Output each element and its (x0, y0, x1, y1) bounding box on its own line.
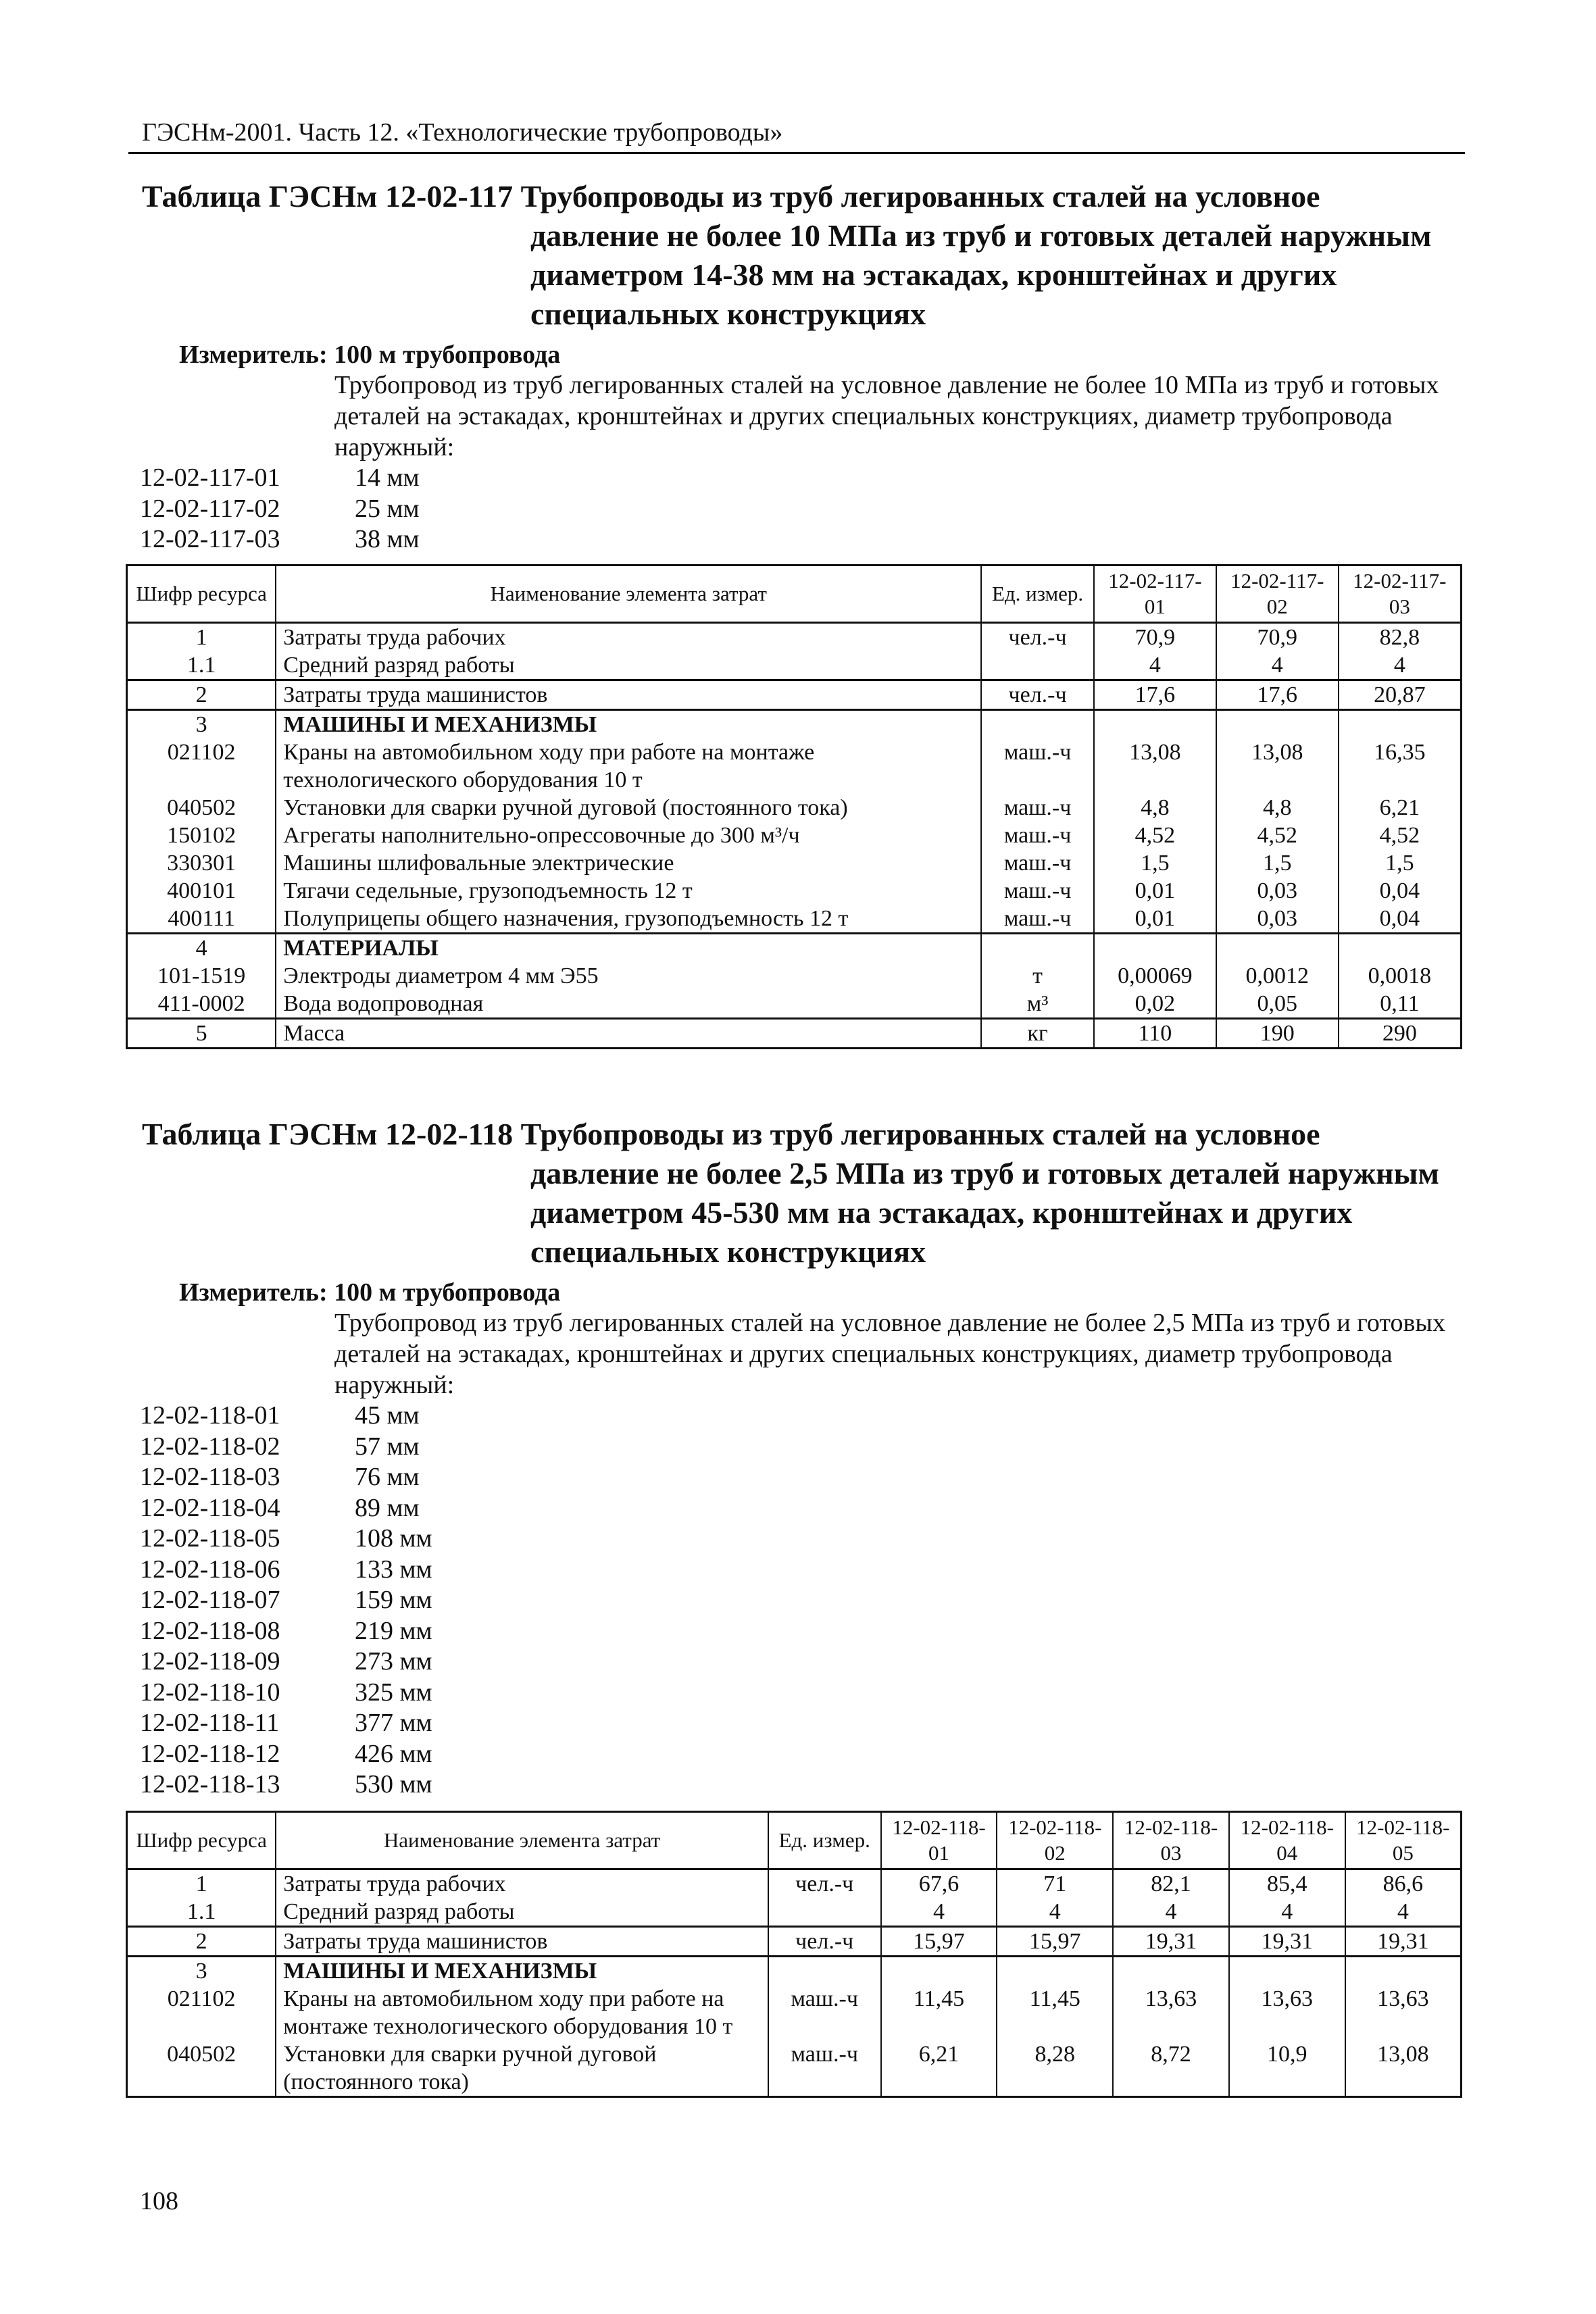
code-row (140, 1739, 432, 1770)
header-row (127, 565, 1462, 623)
cell-value: 11,45 (997, 1985, 1113, 2040)
cell-resource-code: 1 (127, 623, 276, 652)
cell-unit: чел.-ч (981, 623, 1094, 652)
cell-value: 4 (1339, 651, 1462, 680)
cell-unit (768, 1898, 881, 1927)
col-header-unit: Ед. измер. (768, 1812, 881, 1869)
page-number: 108 (140, 2187, 178, 2215)
cell-value: 0,0018 (1339, 962, 1462, 990)
header-row (127, 1812, 1462, 1869)
cell-value (997, 1957, 1113, 1986)
cell-cost-element: Тягачи седельные, грузоподъемность 12 т (276, 877, 981, 905)
table-118-title-lead: Таблица ГЭСНм 12-02-118 Трубопроводы из труб легированных сталей на условное (142, 1117, 1320, 1151)
cell-cost-element: Установки для сварки ручной дуговой (постоянного тока) (276, 794, 981, 822)
running-header: ГЭСНм-2001. Часть 12. «Технологические трубопроводы» (142, 118, 783, 147)
code-row (140, 1708, 432, 1739)
cell-value: 4,8 (1216, 794, 1339, 822)
cell-cost-element: Полуприцепы общего назначения, грузоподъемность 12 т (276, 905, 981, 934)
cell-value: 15,97 (997, 1927, 1113, 1957)
code-number: 12-02-118-01 (140, 1401, 280, 1430)
col-header-code: 12-02-118-02 (997, 1812, 1113, 1869)
cell-value: 8,72 (1113, 2040, 1229, 2097)
cell-value: 4 (1229, 1898, 1345, 1927)
code-diameter: 377 мм (355, 1709, 432, 1737)
code-row (140, 1646, 432, 1678)
cell-unit: маш.-ч (981, 822, 1094, 849)
table-row (127, 1019, 1462, 1049)
table-row (127, 2040, 1462, 2097)
code-diameter: 76 мм (355, 1463, 420, 1491)
cell-resource-code: 411-0002 (127, 990, 276, 1019)
cell-value: 0,05 (1216, 990, 1339, 1019)
cell-value: 70,9 (1094, 623, 1216, 652)
code-diameter: 219 мм (355, 1616, 432, 1645)
cell-resource-code: 021102 (127, 1985, 276, 2040)
cell-value (1094, 934, 1216, 963)
code-diameter: 57 мм (355, 1432, 420, 1461)
cell-resource-code: 400111 (127, 905, 276, 934)
cell-value: 20,87 (1339, 680, 1462, 710)
cell-value: 15,97 (881, 1927, 997, 1957)
code-diameter: 530 мм (355, 1770, 432, 1799)
table-row (127, 849, 1462, 877)
cell-resource-code: 1.1 (127, 1898, 276, 1927)
cell-resource-code: 040502 (127, 794, 276, 822)
code-row (140, 1616, 432, 1647)
cell-resource-code: 040502 (127, 2040, 276, 2097)
code-diameter: 273 мм (355, 1647, 432, 1676)
cell-value: 0,01 (1094, 877, 1216, 905)
cell-value: 1,5 (1339, 849, 1462, 877)
code-diameter: 108 мм (355, 1524, 432, 1553)
cell-value: 4 (1113, 1898, 1229, 1927)
cell-value (1216, 710, 1339, 739)
code-diameter: 25 мм (355, 494, 420, 523)
code-row (140, 463, 420, 494)
table-117-code-list (140, 463, 420, 555)
col-header-code: 12-02-118-04 (1229, 1812, 1345, 1869)
cell-unit (768, 1957, 881, 1986)
code-number: 12-02-118-07 (140, 1586, 280, 1614)
code-row (140, 1432, 432, 1463)
col-header-code: 12-02-118-01 (881, 1812, 997, 1869)
cell-resource-code: 3 (127, 1957, 276, 1986)
code-number: 12-02-118-08 (140, 1616, 280, 1645)
table-118-title (142, 1115, 1466, 1272)
table-117-description: Трубопровод из труб легированных сталей на условное давление не более 10 МПа из труб и готовых деталей на эстакадах, кронштейнах и других специальных конструкциях, диаметр трубопровода наружный: (334, 371, 1439, 461)
cell-resource-code: 150102 (127, 822, 276, 849)
cell-resource-code: 021102 (127, 738, 276, 794)
cell-cost-element: Затраты труда рабочих (276, 623, 981, 652)
col-header-resource: Шифр ресурса (127, 565, 276, 623)
table-row (127, 1957, 1462, 1986)
code-number: 12-02-118-12 (140, 1739, 280, 1768)
cell-unit: маш.-ч (981, 849, 1094, 877)
cell-unit: чел.-ч (768, 1869, 881, 1898)
cell-value: 13,08 (1216, 738, 1339, 794)
cell-value: 4,52 (1094, 822, 1216, 849)
table-118-code-list (140, 1401, 432, 1801)
code-number: 12-02-117-01 (140, 463, 280, 492)
cell-value: 4 (1345, 1898, 1462, 1927)
cell-cost-element: Краны на автомобильном ходу при работе на монтаже технологического оборудования 10 т (276, 738, 981, 794)
cell-resource-code: 3 (127, 710, 276, 739)
cell-value (1345, 1957, 1462, 1986)
cell-unit (981, 934, 1094, 963)
cell-value: 19,31 (1113, 1927, 1229, 1957)
code-row (140, 1401, 432, 1432)
code-number: 12-02-118-10 (140, 1678, 280, 1707)
cell-unit: маш.-ч (981, 794, 1094, 822)
cell-cost-element: Затраты труда машинистов (276, 680, 981, 710)
cell-value: 16,35 (1339, 738, 1462, 794)
cell-value (1339, 934, 1462, 963)
cell-value: 86,6 (1345, 1869, 1462, 1898)
cell-value: 0,00069 (1094, 962, 1216, 990)
cell-value (1339, 710, 1462, 739)
code-row (140, 1493, 432, 1524)
table-117 (126, 564, 1462, 1049)
code-row (140, 494, 420, 525)
col-header-code: 12-02-117-02 (1216, 565, 1339, 623)
cell-value: 82,1 (1113, 1869, 1229, 1898)
code-diameter: 159 мм (355, 1586, 432, 1614)
code-row (140, 1678, 432, 1709)
cell-value (1094, 710, 1216, 739)
cell-unit: маш.-ч (768, 1985, 881, 2040)
table-row (127, 877, 1462, 905)
code-number: 12-02-117-03 (140, 525, 280, 553)
table-row (127, 822, 1462, 849)
cell-unit (981, 651, 1094, 680)
cell-value: 0,03 (1216, 877, 1339, 905)
code-row (140, 1462, 432, 1493)
cell-value: 4 (1216, 651, 1339, 680)
code-diameter: 325 мм (355, 1678, 432, 1707)
code-number: 12-02-118-05 (140, 1524, 280, 1553)
cell-value: 0,02 (1094, 990, 1216, 1019)
cell-value: 67,6 (881, 1869, 997, 1898)
cell-value: 85,4 (1229, 1869, 1345, 1898)
cell-value: 0,11 (1339, 990, 1462, 1019)
code-row (140, 1769, 432, 1801)
col-header-name: Наименование элемента затрат (276, 1812, 768, 1869)
table-row (127, 738, 1462, 794)
cell-value: 4,52 (1339, 822, 1462, 849)
cell-value: 11,45 (881, 1985, 997, 2040)
code-diameter: 14 мм (355, 463, 420, 492)
cell-value: 13,63 (1345, 1985, 1462, 2040)
cell-unit: маш.-ч (768, 2040, 881, 2097)
cell-unit: маш.-ч (981, 738, 1094, 794)
header-rule (128, 152, 1465, 154)
cell-value: 1,5 (1094, 849, 1216, 877)
col-header-unit: Ед. измер. (981, 565, 1094, 623)
cell-value: 0,04 (1339, 877, 1462, 905)
cell-cost-element: Вода водопроводная (276, 990, 981, 1019)
table-118-title-rest: давление не более 2,5 МПа из труб и готовых деталей наружным диаметром 45-530 мм на эстакадах, кронштейнах и других специальных конструкциях (530, 1156, 1439, 1269)
cell-resource-code: 4 (127, 934, 276, 963)
table-row (127, 1869, 1462, 1898)
code-number: 12-02-118-04 (140, 1493, 280, 1522)
col-header-resource: Шифр ресурса (127, 1812, 276, 1869)
cell-value: 0,04 (1339, 905, 1462, 934)
cell-cost-element: Электроды диаметром 4 мм Э55 (276, 962, 981, 990)
cell-value (881, 1957, 997, 1986)
cell-value: 13,08 (1094, 738, 1216, 794)
cell-value: 19,31 (1345, 1927, 1462, 1957)
cell-value: 4 (1094, 651, 1216, 680)
cell-value: 190 (1216, 1019, 1339, 1049)
code-row (140, 1524, 432, 1555)
code-number: 12-02-118-13 (140, 1770, 280, 1799)
cell-value: 82,8 (1339, 623, 1462, 652)
table-row (127, 710, 1462, 739)
cell-cost-element: Масса (276, 1019, 981, 1049)
code-diameter: 426 мм (355, 1739, 432, 1768)
table-row (127, 1898, 1462, 1927)
cell-value: 4 (881, 1898, 997, 1927)
cell-resource-code: 1 (127, 1869, 276, 1898)
cell-cost-element: Затраты труда машинистов (276, 1927, 768, 1957)
table-117-measure: Измеритель: 100 м трубопровода (179, 341, 561, 369)
code-number: 12-02-118-06 (140, 1555, 280, 1584)
table-row (127, 1927, 1462, 1957)
code-diameter: 45 мм (355, 1401, 420, 1430)
cell-value: 13,63 (1229, 1985, 1345, 2040)
code-diameter: 133 мм (355, 1555, 432, 1584)
col-header-code: 12-02-118-05 (1345, 1812, 1462, 1869)
code-number: 12-02-118-03 (140, 1463, 280, 1491)
cell-resource-code: 101-1519 (127, 962, 276, 990)
cell-value: 70,9 (1216, 623, 1339, 652)
code-diameter: 38 мм (355, 525, 420, 553)
table-row (127, 680, 1462, 710)
cell-cost-element: Краны на автомобильном ходу при работе на монтаже технологического оборудования 10 т (276, 1985, 768, 2040)
cell-unit (981, 710, 1094, 739)
cell-value: 110 (1094, 1019, 1216, 1049)
cell-value: 17,6 (1216, 680, 1339, 710)
table-row (127, 990, 1462, 1019)
table-117-title-lead: Таблица ГЭСНм 12-02-117 Трубопроводы из труб легированных сталей на условное (142, 179, 1320, 213)
table-row (127, 934, 1462, 963)
cell-unit: м³ (981, 990, 1094, 1019)
cell-cost-element: Машины шлифовальные электрические (276, 849, 981, 877)
cell-value: 290 (1339, 1019, 1462, 1049)
cell-resource-code: 2 (127, 1927, 276, 1957)
cell-cost-element: МАТЕРИАЛЫ (276, 934, 981, 963)
cell-cost-element: Средний разряд работы (276, 1898, 768, 1927)
table-118 (126, 1811, 1462, 2098)
cell-value: 13,63 (1113, 1985, 1229, 2040)
code-row (140, 1585, 432, 1616)
code-number: 12-02-117-02 (140, 494, 280, 523)
cell-value (1229, 1957, 1345, 1986)
code-row (140, 524, 420, 555)
cell-value: 13,08 (1345, 2040, 1462, 2097)
table-117-title (142, 177, 1466, 334)
table-117-title-rest: давление не более 10 МПа из труб и готовых деталей наружным диаметром 14-38 мм на эстакадах, кронштейнах и других специальных конструкциях (530, 218, 1432, 331)
cell-value: 10,9 (1229, 2040, 1345, 2097)
col-header-name: Наименование элемента затрат (276, 565, 981, 623)
cell-value: 0,03 (1216, 905, 1339, 934)
cell-cost-element: МАШИНЫ И МЕХАНИЗМЫ (276, 710, 981, 739)
cell-value: 19,31 (1229, 1927, 1345, 1957)
table-row (127, 623, 1462, 652)
cell-resource-code: 1.1 (127, 651, 276, 680)
col-header-code: 12-02-118-03 (1113, 1812, 1229, 1869)
cell-cost-element: Затраты труда рабочих (276, 1869, 768, 1898)
cell-unit: чел.-ч (768, 1927, 881, 1957)
cell-value: 4,8 (1094, 794, 1216, 822)
cell-value: 8,28 (997, 2040, 1113, 2097)
col-header-code: 12-02-117-03 (1339, 565, 1462, 623)
cell-unit: кг (981, 1019, 1094, 1049)
cell-cost-element: Агрегаты наполнительно-опрессовочные до 300 м³/ч (276, 822, 981, 849)
cell-cost-element: МАШИНЫ И МЕХАНИЗМЫ (276, 1957, 768, 1986)
cell-value (1216, 934, 1339, 963)
col-header-code: 12-02-117-01 (1094, 565, 1216, 623)
cell-unit: маш.-ч (981, 905, 1094, 934)
code-number: 12-02-118-09 (140, 1647, 280, 1676)
table-row (127, 905, 1462, 934)
table-row (127, 794, 1462, 822)
code-number: 12-02-118-11 (140, 1709, 280, 1737)
code-diameter: 89 мм (355, 1493, 420, 1522)
cell-resource-code: 5 (127, 1019, 276, 1049)
cell-value: 0,0012 (1216, 962, 1339, 990)
cell-value (1113, 1957, 1229, 1986)
cell-unit: т (981, 962, 1094, 990)
table-row (127, 1985, 1462, 2040)
cell-resource-code: 400101 (127, 877, 276, 905)
cell-value: 6,21 (881, 2040, 997, 2097)
table-118-description: Трубопровод из труб легированных сталей на условное давление не более 2,5 МПа из труб и готовых деталей на эстакадах, кронштейнах и других специальных конструкциях, диаметр трубопровода наружный: (334, 1309, 1445, 1399)
code-number: 12-02-118-02 (140, 1432, 280, 1461)
cell-resource-code: 2 (127, 680, 276, 710)
table-118-measure: Измеритель: 100 м трубопровода (179, 1278, 561, 1307)
cell-value: 0,01 (1094, 905, 1216, 934)
cell-cost-element: Установки для сварки ручной дуговой (постоянного тока) (276, 2040, 768, 2097)
cell-cost-element: Средний разряд работы (276, 651, 981, 680)
code-row (140, 1555, 432, 1586)
table-row (127, 651, 1462, 680)
cell-value: 6,21 (1339, 794, 1462, 822)
cell-value: 4 (997, 1898, 1113, 1927)
cell-value: 71 (997, 1869, 1113, 1898)
cell-value: 1,5 (1216, 849, 1339, 877)
cell-unit: маш.-ч (981, 877, 1094, 905)
table-row (127, 962, 1462, 990)
cell-value: 4,52 (1216, 822, 1339, 849)
cell-resource-code: 330301 (127, 849, 276, 877)
cell-unit: чел.-ч (981, 680, 1094, 710)
cell-value: 17,6 (1094, 680, 1216, 710)
